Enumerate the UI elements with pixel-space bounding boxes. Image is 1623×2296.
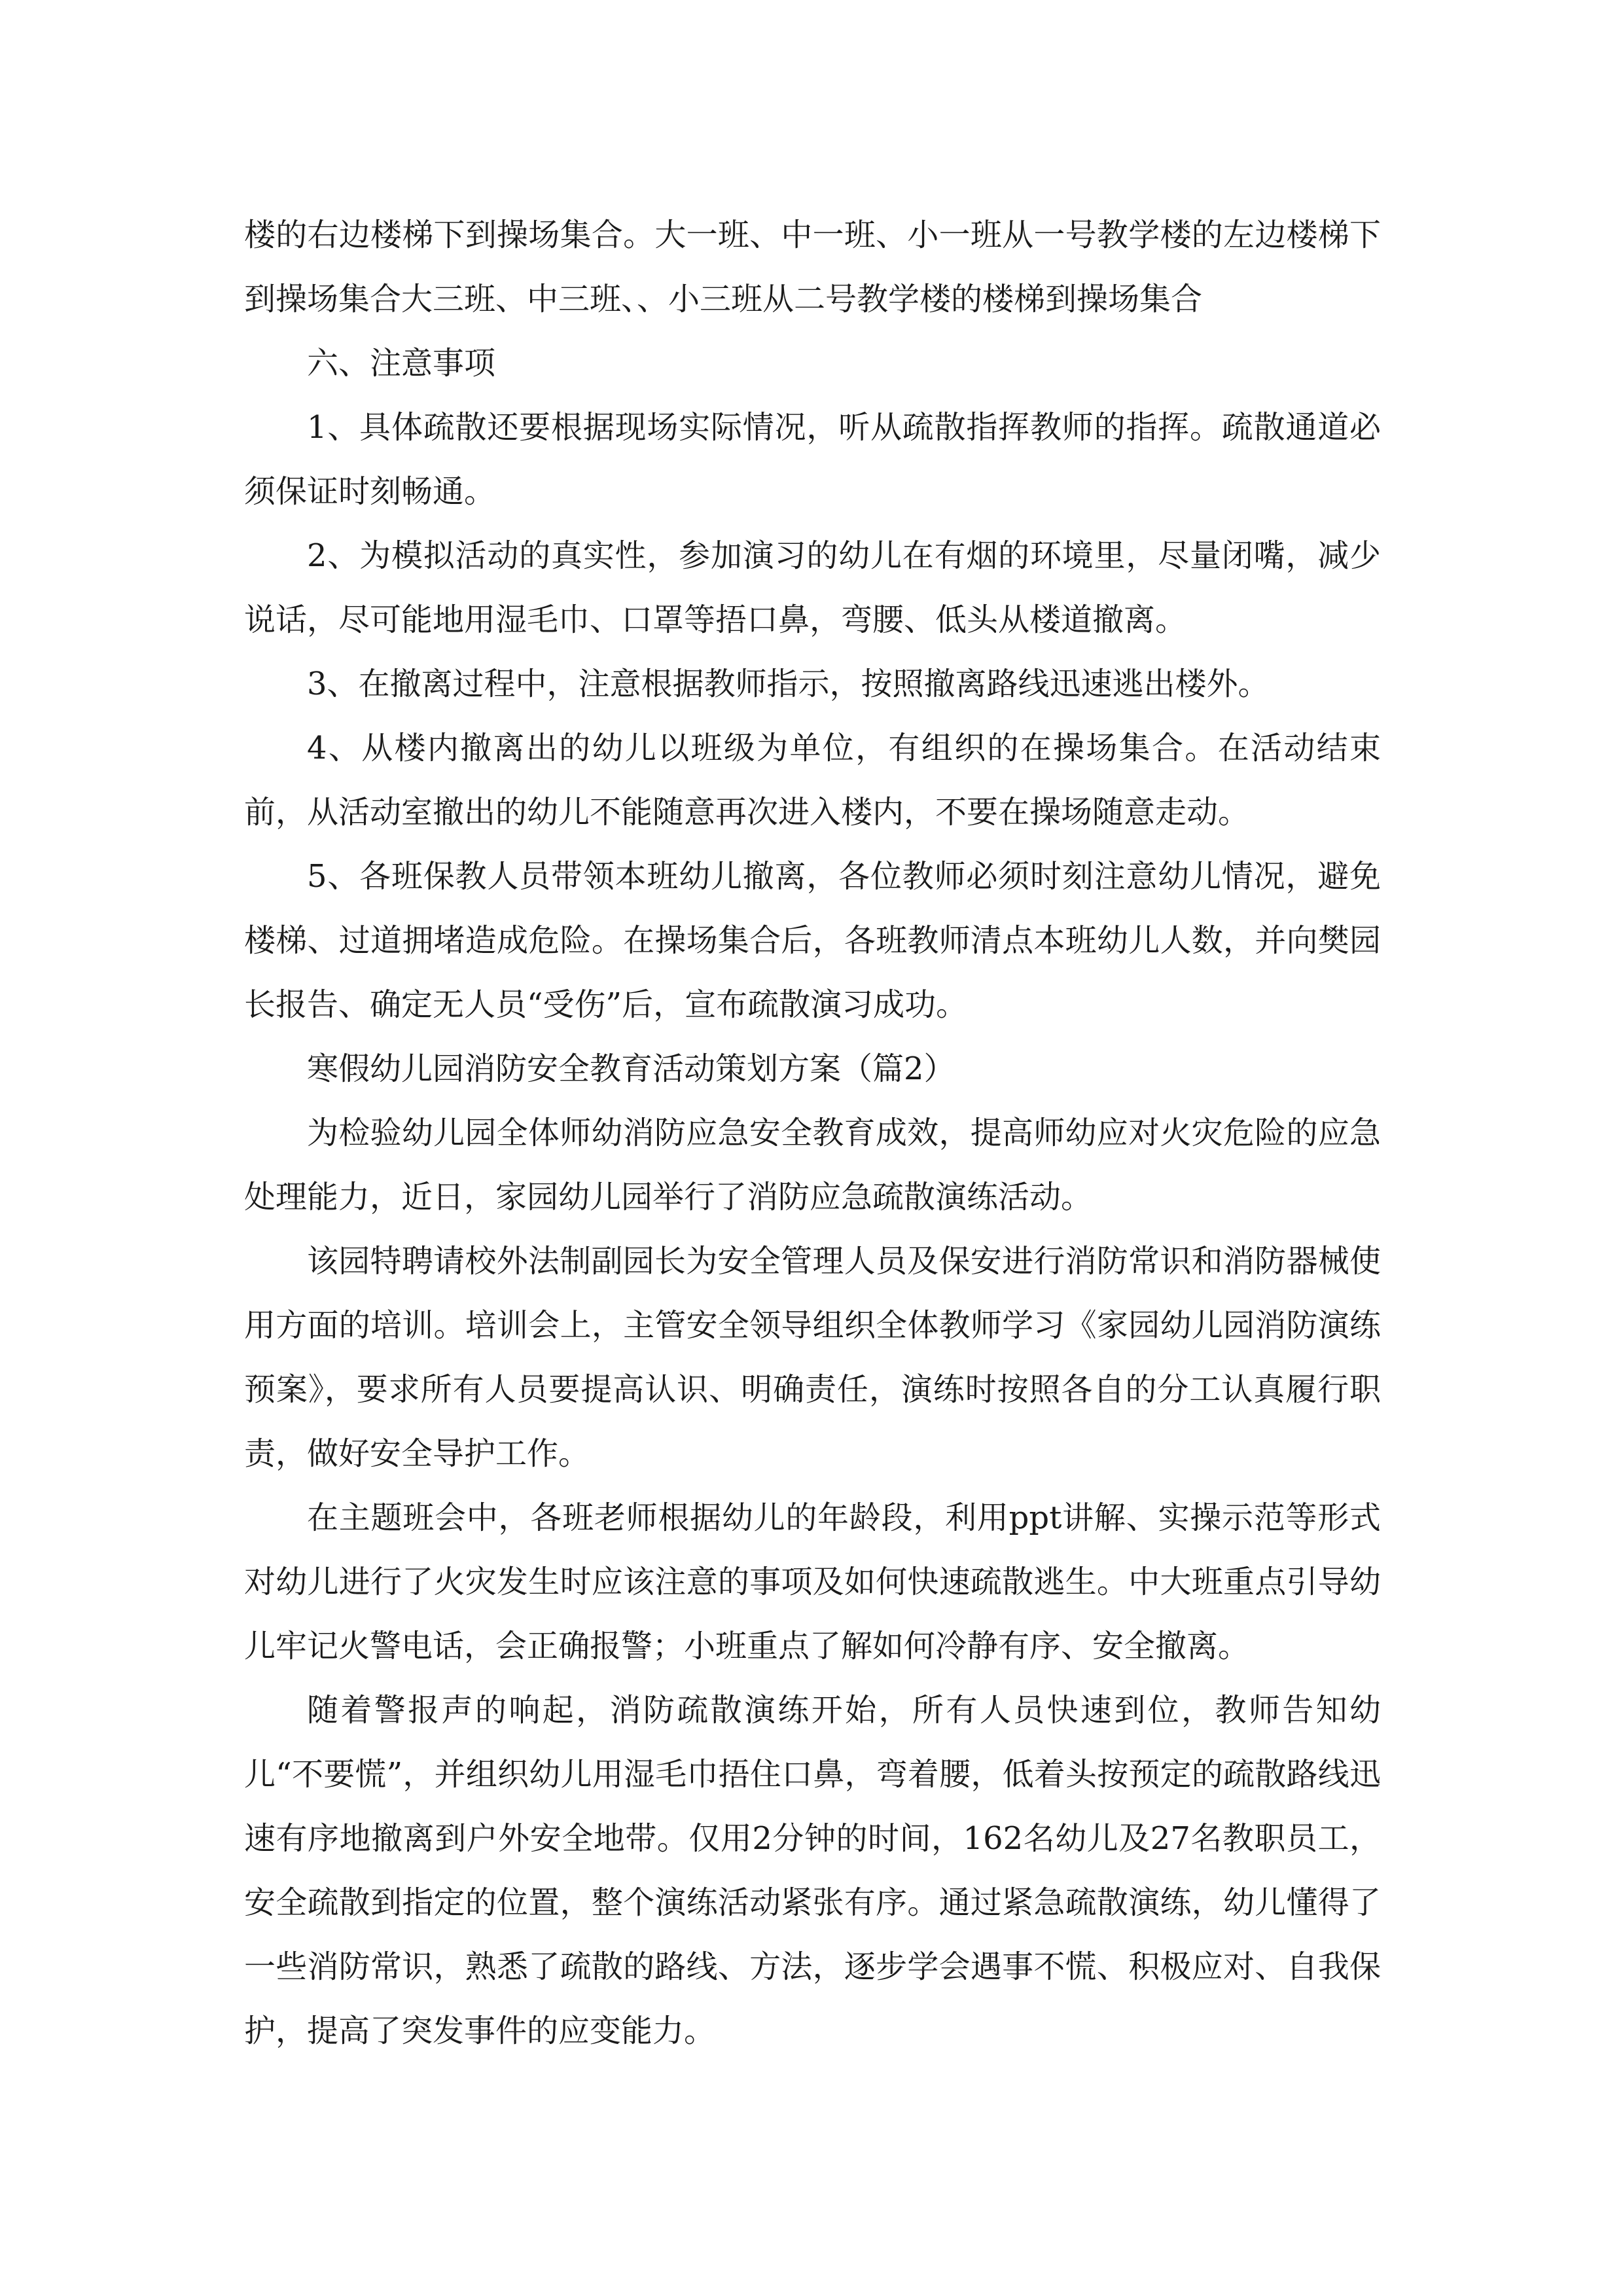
section-heading-precautions: 六、注意事项 <box>307 345 496 382</box>
paragraph-training: 该园特聘请校外法制副园长为安全管理人员及保安进行消防常识和消防器械使用方面的培训。培训会上，主管安全领导组织全体教师学习《家园幼儿园消防演练预案》，要求所有人员要提高认识、明确责任，演练时按照各自的分工认真履行职责，做好安全导护工作。 <box>244 1243 1381 1472</box>
paragraph-intro: 为检验幼儿园全体师幼消防应急安全教育成效，提高师幼应对火灾危险的应急处理能力，近日，家园幼儿园举行了消防应急疏散演练活动。 <box>244 1115 1381 1215</box>
article-title-part-2: 寒假幼儿园消防安全教育活动策划方案（篇2） <box>307 1050 955 1087</box>
list-item-1: 1、具体疏散还要根据现场实际情况，听从疏散指挥教师的指挥。疏散通道必须保证时刻畅通。 <box>244 409 1381 510</box>
paragraph-continued-assembly-route: 楼的右边楼梯下到操场集合。大一班、中一班、小一班从一号教学楼的左边楼梯下到操场集合大三班、中三班、、小三班从二号教学楼的楼梯到操场集合 <box>244 217 1381 317</box>
list-item-5: 5、各班保教人员带领本班幼儿撤离，各位教师必须时刻注意幼儿情况，避免楼梯、过道拥堵造成危险。在操场集合后，各班教师清点本班幼儿人数，并向樊园长报告、确定无人员“受伤”后，宣布疏散演习成功。 <box>244 858 1381 1023</box>
list-item-2: 2、为模拟活动的真实性，参加演习的幼儿在有烟的环境里，尽量闭嘴，减少说话，尽可能地用湿毛巾、口罩等捂口鼻，弯腰、低头从楼道撤离。 <box>244 537 1381 638</box>
document-body <box>244 203 1381 2063</box>
paragraph-class-meeting: 在主题班会中，各班老师根据幼儿的年龄段，利用ppt讲解、实操示范等形式对幼儿进行了火灾发生时应该注意的事项及如何快速疏散逃生。中大班重点引导幼儿牢记火警电话，会正确报警；小班重点了解如何冷静有序、安全撤离。 <box>244 1499 1381 1664</box>
list-item-3: 3、在撤离过程中，注意根据教师指示，按照撤离路线迅速逃出楼外。 <box>307 666 1270 702</box>
paragraph-drill: 随着警报声的响起，消防疏散演练开始，所有人员快速到位，教师告知幼儿“不要慌”，并组织幼儿用湿毛巾捂住口鼻，弯着腰，低着头按预定的疏散路线迅速有序地撤离到户外安全地带。仅用2分钟的时间，162名幼儿及27名教职员工，安全疏散到指定的位置，整个演练活动紧张有序。通过紧急疏散演练，幼儿懂得了一些消防常识，熟悉了疏散的路线、方法，逐步学会遇事不慌、积极应对、自我保护，提高了突发事件的应变能力。 <box>244 1692 1381 2049</box>
list-item-4: 4、从楼内撤离出的幼儿以班级为单位，有组织的在操场集合。在活动结束前，从活动室撤出的幼儿不能随意再次进入楼内，不要在操场随意走动。 <box>244 730 1381 831</box>
